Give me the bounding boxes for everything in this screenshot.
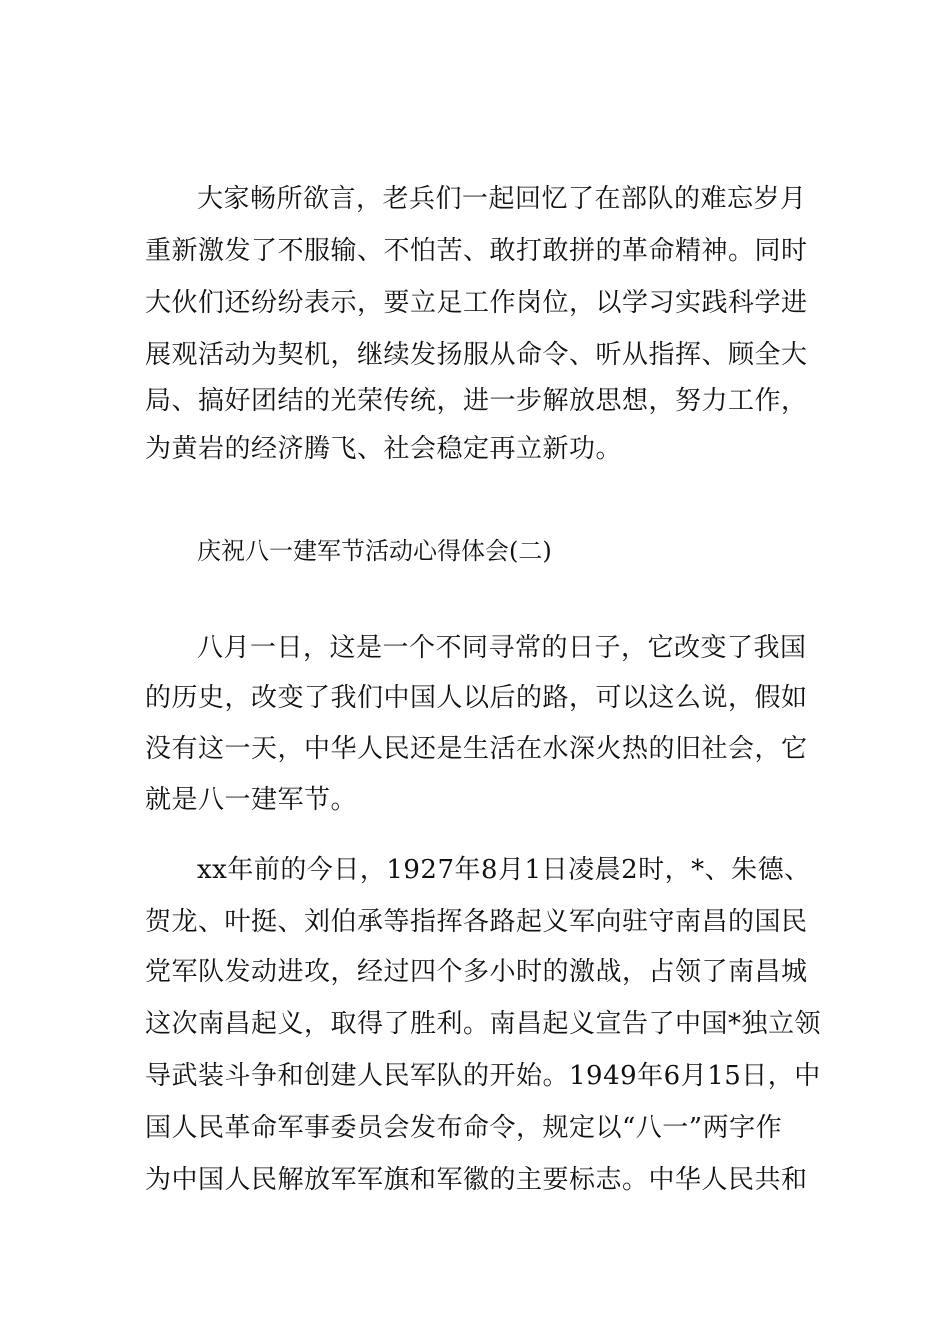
paragraph-line: 没有这一天，中华人民还是生活在水深火热的旧社会，它 (145, 734, 808, 764)
paragraph-line: 贺龙、叶挺、刘伯承等指挥各路起义军向驻守南昌的国民 (145, 907, 808, 937)
paragraph-line: 大家畅所欲言，老兵们一起回忆了在部队的难忘岁月 (197, 184, 807, 214)
paragraph-line: 这次南昌起义，取得了胜利。南昌起义宣告了中国*独立领 (145, 1009, 822, 1039)
paragraph-line: 八月一日，这是一个不同寻常的日子，它改变了我国 (197, 633, 807, 663)
paragraph-line: 局、搞好团结的光荣传统，进一步解放思想，努力工作， (145, 386, 808, 416)
paragraph-line: 党军队发动进攻，经过四个多小时的激战，占领了南昌城 (145, 957, 808, 987)
paragraph-line: 展观活动为契机，继续发扬服从命令、听从指挥、顾全大 (145, 340, 808, 370)
paragraph-line: 为中国人民解放军军旗和军徽的主要标志。中华人民共和 (145, 1165, 808, 1195)
paragraph-line: 导武装斗争和创建人民军队的开始。1949年6月15日，中 (145, 1061, 821, 1091)
paragraph-line: 就是八一建军节。 (145, 785, 358, 815)
paragraph-line: 的历史，改变了我们中国人以后的路，可以这么说，假如 (145, 683, 808, 713)
paragraph-line: 大伙们还纷纷表示，要立足工作岗位，以学习实践科学进 (145, 288, 808, 318)
paragraph-line: 为黄岩的经济腾飞、社会稳定再立新功。 (145, 434, 623, 464)
paragraph-line: 国人民革命军事委员会发布命令，规定以“八一”两字作 (145, 1113, 783, 1143)
section-heading: 庆祝八一建军节活动心得体会(二) (197, 537, 552, 565)
paragraph-line: xx年前的今日，1927年8月1日凌晨2时，*、朱德、 (197, 855, 811, 885)
paragraph-line: 重新激发了不服输、不怕苦、敢打敢拼的革命精神。同时 (145, 236, 808, 266)
